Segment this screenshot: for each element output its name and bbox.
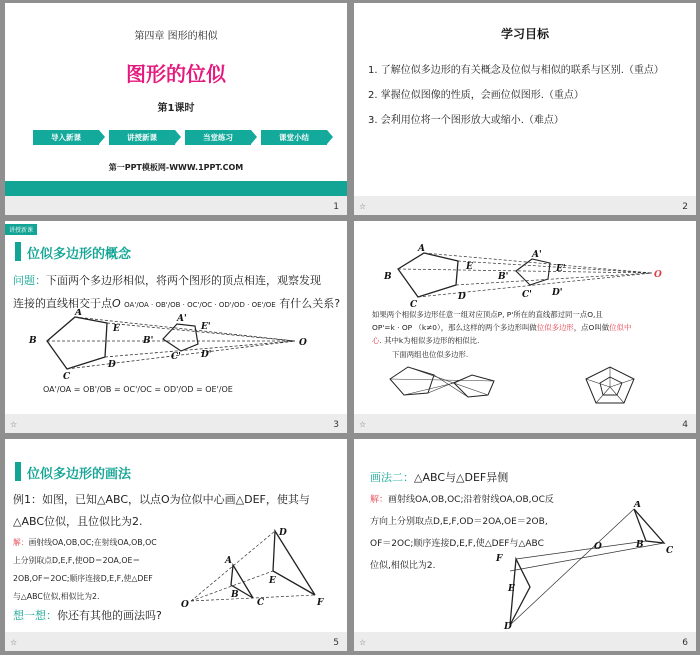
label-B: B <box>231 590 239 600</box>
nav-button-practice[interactable]: 当堂练习 <box>185 130 251 145</box>
label-C: C <box>666 546 674 556</box>
solution-line-4: 与△ABC位似,相似比为2. <box>13 592 100 601</box>
label-E-prime: E' <box>201 322 211 332</box>
definition-center-term: 位似中 <box>609 323 632 332</box>
solution-label: 解： <box>13 538 29 547</box>
definition-center-term-end: 心 <box>372 336 380 345</box>
label-E: E <box>508 584 515 594</box>
page-number: 1 <box>333 202 339 212</box>
label-A: A <box>418 244 425 254</box>
label-D-prime: D' <box>552 288 563 298</box>
star-icon: ☆ <box>359 638 367 647</box>
label-B: B <box>636 540 644 550</box>
label-A-prime: A' <box>532 250 542 260</box>
heading-bar <box>15 242 21 261</box>
example-line-2: △ABC位似，且位似比为2. <box>13 515 143 528</box>
slide-1[interactable] <box>5 3 347 215</box>
label-A-prime: A' <box>177 314 187 324</box>
slide-footer <box>5 196 347 215</box>
slide-footer <box>5 414 347 433</box>
nav-button-summary[interactable]: 课堂小结 <box>261 130 327 145</box>
method-label: 画法二： <box>370 471 414 484</box>
method-line <box>370 469 508 487</box>
question-text-1: 下面两个多边形相似，将两个图形的顶点相连，观察发现 <box>46 274 321 287</box>
label-C-prime: C' <box>522 290 532 300</box>
ratio-answer: OA'/OA = OB'/OB = OC'/OC = OD'/OD = OE'/OE <box>43 385 233 394</box>
triangle-figure-same-side <box>175 523 345 623</box>
slide-footer <box>354 196 696 215</box>
site-watermark: 第一PPT模板网-WWW.1PPT.COM <box>108 163 244 172</box>
page-number: 4 <box>682 420 688 430</box>
page-number: 3 <box>333 420 339 430</box>
label-A: A <box>634 501 641 510</box>
definition-line-2 <box>372 322 631 333</box>
solution-line-4: 位似,相似比为2. <box>370 561 436 571</box>
polygon-figure <box>5 309 347 379</box>
solution-line-2: 上分别取点D,E,F,使OD＝2OA,OE＝ <box>13 556 141 565</box>
label-F: F <box>496 554 503 564</box>
label-D: D <box>458 292 466 302</box>
method-text: △ABC与△DEF异侧 <box>414 471 509 484</box>
label-E: E <box>269 576 276 586</box>
label-O: O <box>299 338 307 348</box>
slide-3[interactable] <box>5 221 347 433</box>
label-B-prime: B' <box>143 336 154 346</box>
triangle-figure-opposite-side <box>474 501 694 629</box>
definition-text-a: OP'=k · OP （k≠0），那么这样的两个多边形叫做 <box>372 323 537 332</box>
question-text-2: 连接的直线相交于点 <box>13 297 112 310</box>
slide-footer <box>5 632 347 651</box>
solution-text-1: 画射线OA,OB,OC;沿着射线OA,OB,OC反 <box>388 495 554 505</box>
page-number: 2 <box>682 202 688 212</box>
label-O: O <box>654 270 662 280</box>
label-C: C <box>257 598 265 608</box>
definition-line-1: 如果两个相似多边形任意一组对应顶点P, P'所在的直线都过同一点O,且 <box>372 310 603 319</box>
think-label: 想一想： <box>13 609 57 622</box>
label-E: E <box>466 262 473 272</box>
label-B: B <box>29 336 37 346</box>
star-icon: ☆ <box>10 638 18 647</box>
label-D: D <box>108 360 116 370</box>
solution-label: 解： <box>370 495 389 505</box>
label-B-prime: B' <box>498 272 509 282</box>
definition-text-k: . 其中k为相似多边形的相似比. <box>379 336 480 345</box>
label-D-prime: D' <box>201 350 212 360</box>
homothety-figure <box>354 239 696 307</box>
label-D: D <box>279 528 287 538</box>
nav-button-intro[interactable]: 导入新课 <box>33 130 99 145</box>
label-F: F <box>317 598 324 608</box>
goal-1: 1. 了解位似多边形的有关概念及位似与相似的联系与区别.（重点） <box>368 65 664 76</box>
slide-2[interactable] <box>354 3 696 215</box>
star-icon: ☆ <box>359 420 367 429</box>
page-number: 5 <box>333 638 339 648</box>
definition-term: 位似多边形 <box>536 323 574 332</box>
slide-heading: 位似多边形的概念 <box>27 247 132 262</box>
label-E: E <box>113 324 120 334</box>
heading-bar <box>15 462 21 481</box>
label-B: B <box>384 272 392 282</box>
lesson-number: 第1课时 <box>157 103 195 114</box>
bottom-band <box>5 181 347 196</box>
slide-footer <box>354 414 696 433</box>
chapter-title: 第四章 图形的相似 <box>134 31 218 42</box>
slide-6[interactable] <box>354 439 696 651</box>
slide-title: 学习目标 <box>500 27 549 41</box>
solution-text-1: 画射线OA,OB,OC;在射线OA,OB,OC <box>28 538 157 547</box>
label-A: A <box>75 309 82 318</box>
question-ratios: OA'/OA · OB'/OB · OC'/OC · OD'/OD · OE'/OE <box>124 301 276 309</box>
note-text: 下面两组也位似多边形. <box>392 350 469 359</box>
solution-line-3: 2OB,OF＝2OC;顺序连接D,E,F,使△DEF <box>13 574 153 583</box>
slide-4[interactable] <box>354 221 696 433</box>
label-C: C <box>63 372 71 379</box>
solution-line-2: 方向上分别取点D,E,F,OD＝2OA,OE＝2OB, <box>370 517 548 527</box>
think-text: 你还有其他的画法吗? <box>57 609 162 622</box>
slide-5[interactable] <box>5 439 347 651</box>
label-A: A <box>225 556 232 566</box>
section-tag: 讲授新课 <box>5 224 37 235</box>
star-icon: ☆ <box>359 202 367 211</box>
question-tail: 有什么关系? <box>279 297 341 310</box>
label-E-prime: E' <box>556 264 566 274</box>
label-O: O <box>181 600 189 610</box>
star-icon: ☆ <box>10 420 18 429</box>
page-number: 6 <box>682 638 688 648</box>
solution-line-1 <box>13 537 157 548</box>
goal-2: 2. 掌握位似图像的性质，会画位似图形.（重点） <box>368 90 584 101</box>
example-line-1: 例1：如图，已知△ABC，以点O为位似中心画△DEF，使其与 <box>13 493 310 506</box>
label-C: C <box>410 300 418 307</box>
question-label: 问题： <box>13 274 46 287</box>
label-D: D <box>504 622 512 629</box>
definition-line-3 <box>372 335 479 346</box>
slide-title: 图形的位似 <box>126 62 226 86</box>
goal-3: 3. 会利用位将一个图形放大或缩小.（难点） <box>368 115 564 126</box>
slide-footer <box>354 632 696 651</box>
example-polygons <box>384 361 684 411</box>
question-point: O <box>112 297 121 310</box>
label-O: O <box>594 542 602 552</box>
label-C-prime: C' <box>171 352 181 362</box>
question-line-1 <box>13 272 321 290</box>
nav-button-teach[interactable]: 讲授新课 <box>109 130 175 145</box>
think-line <box>13 607 162 625</box>
definition-text-c: ，点O叫做 <box>573 323 610 332</box>
slide-heading: 位似多边形的画法 <box>27 467 132 482</box>
solution-line-3: OF＝2OC;顺序连接D,E,F,使△DEF与△ABC <box>370 539 544 549</box>
